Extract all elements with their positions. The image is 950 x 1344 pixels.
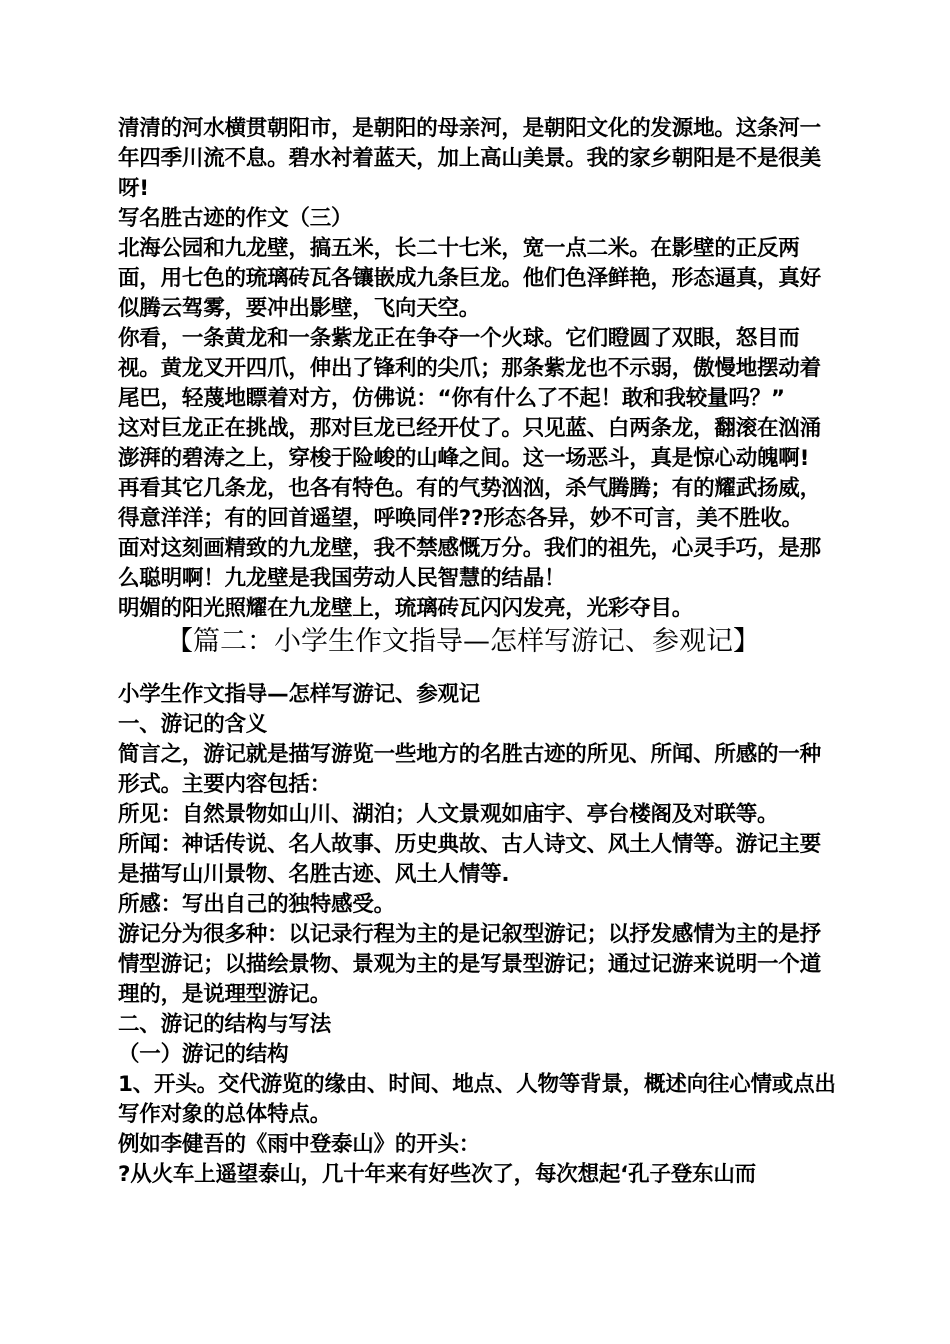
paragraph: ?从火车上遥望泰山，几十年来有好些次了，每次想起‘孔子登东山而 — [118, 1162, 756, 1187]
paragraph: 所闻：神话传说、名人故事、历史典故、古人诗文、风土人情等。游记主要是描写山川景物、名胜古迹、风土人情等. — [118, 832, 821, 887]
document-page — [118, 114, 838, 1190]
paragraph: 清清的河水横贯朝阳市，是朝阳的母亲河，是朝阳文化的发源地。这条河一年四季川流不息。碧水衬着蓝天，加上高山美景。我的家乡朝阳是不是很美呀! — [118, 116, 821, 201]
essay-part-two — [118, 680, 838, 1190]
paragraph: 例如李健吾的《雨中登泰山》的开头： — [118, 1132, 481, 1157]
paragraph: 1、开头。交代游览的缘由、时间、地点、人物等背景，概述向往心情或点出写作对象的总体特点。 — [118, 1072, 836, 1127]
section-heading: 【篇二：小学生作文指导—怎样写游记、参观记】 — [166, 626, 760, 657]
article-title: 小学生作文指导—怎样写游记、参观记 — [118, 682, 481, 707]
paragraph: 你看，一条黄龙和一条紫龙正在争夺一个火球。它们瞪圆了双眼，怒目而视。黄龙叉开四爪，伸出了锋利的尖爪；那条紫龙也不示弱，傲慢地摆动着尾巴，轻蔑地瞟着对方，仿佛说：“你有什么了不起！敢和我较量吗？” — [118, 326, 821, 411]
paragraph: 北海公园和九龙壁，搞五米，长二十七米，宽一点二米。在影壁的正反两面，用七色的琉璃砖瓦各镶嵌成九条巨龙。他们色泽鲜艳，形态逼真，真好似腾云驾雾，要冲出影壁，飞向天空。 — [118, 236, 821, 321]
paragraph: 再看其它几条龙，也各有特色。有的气势汹汹，杀气腾腾；有的耀武扬威，得意洋洋；有的回首遥望，呼唤同伴??形态各异，妙不可言，美不胜收。 — [118, 476, 821, 531]
paragraph: 明媚的阳光照耀在九龙壁上，琉璃砖瓦闪闪发亮，光彩夺目。 — [118, 596, 694, 621]
paragraph: 游记分为很多种：以记录行程为主的是记叙型游记；以抒发感情为主的是抒情型游记；以描绘景物、景观为主的是写景型游记；通过记游来说明一个道理的，是说理型游记。 — [118, 922, 821, 1007]
subsection-title: （一）游记的结构 — [118, 1042, 289, 1067]
essay-part-one — [118, 114, 838, 624]
section-title: 二、游记的结构与写法 — [118, 1012, 332, 1037]
essay-subtitle: 写名胜古迹的作文（三） — [118, 206, 353, 231]
paragraph: 简言之，游记就是描写游览一些地方的名胜古迹的所见、所闻、所感的一种形式。主要内容包括： — [118, 742, 821, 797]
paragraph: 所见：自然景物如山川、湖泊；人文景观如庙宇、亭台楼阁及对联等。 — [118, 802, 779, 827]
section-title: 一、游记的含义 — [118, 712, 268, 737]
paragraph: 所感：写出自己的独特感受。 — [118, 892, 395, 917]
spacer — [118, 660, 838, 680]
paragraph: 面对这刻画精致的九龙壁，我不禁感慨万分。我们的祖先，心灵手巧，是那么聪明啊！九龙壁是我国劳动人民智慧的结晶！ — [118, 536, 821, 591]
paragraph: 这对巨龙正在挑战，那对巨龙已经开仗了。只见蓝、白两条龙，翻滚在汹涌澎湃的碧涛之上，穿梭于险峻的山峰之间。这一场恶斗，真是惊心动魄啊! — [118, 416, 821, 471]
